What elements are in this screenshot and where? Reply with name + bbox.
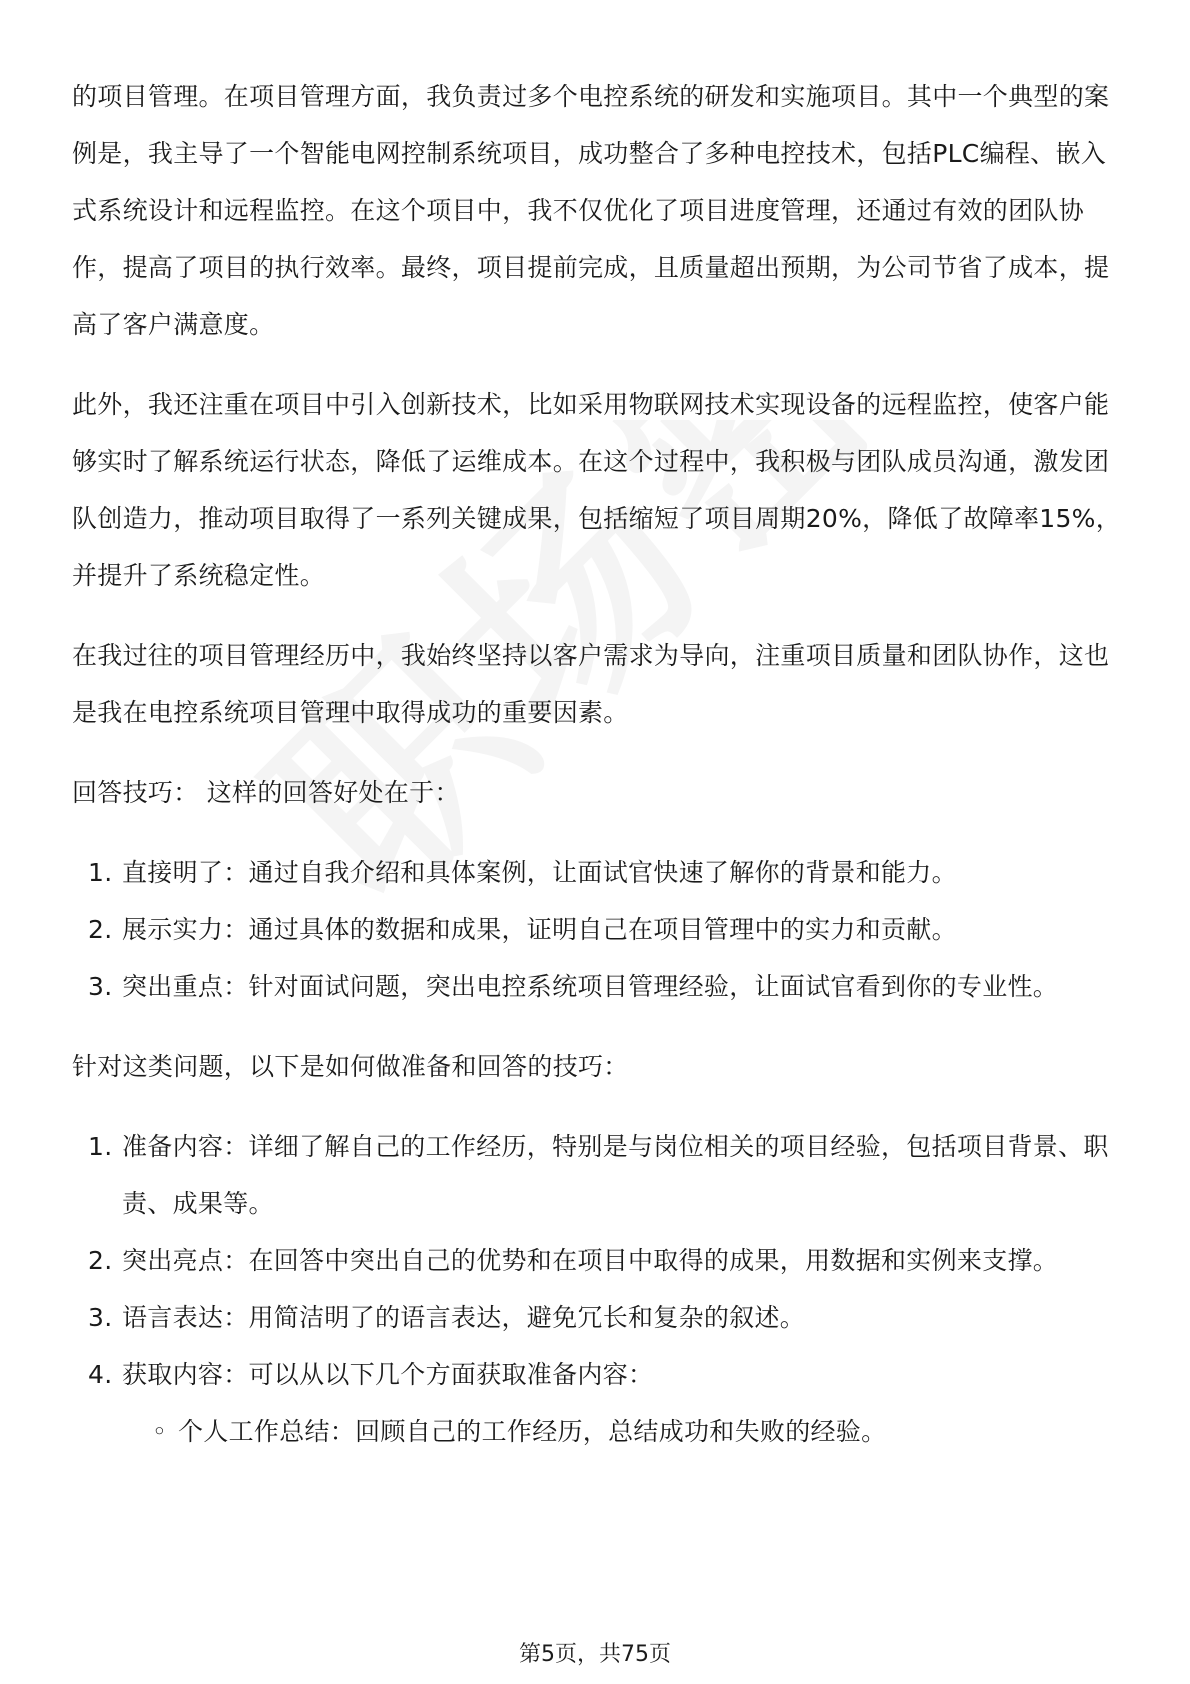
list-item-text: 语言表达：用简洁明了的语言表达，避免冗长和复杂的叙述。 bbox=[122, 1303, 806, 1332]
page-content bbox=[72, 68, 1122, 1483]
tips-heading: 回答技巧： 这样的回答好处在于： bbox=[72, 778, 460, 807]
page-footer: 第5页，共75页 bbox=[519, 1642, 671, 1667]
list-number: 4. bbox=[88, 1360, 113, 1389]
list-item-text: 直接明了：通过自我介绍和具体案例，让面试官快速了解你的背景和能力。 bbox=[122, 858, 957, 887]
list-item bbox=[72, 844, 1122, 901]
list-item-text: 准备内容：详细了解自己的工作经历，特别是与岗位相关的项目经验，包括项目背景、职责、成果等。 bbox=[122, 1132, 1109, 1218]
list-item bbox=[72, 958, 1122, 1015]
list-item bbox=[72, 1346, 1122, 1403]
list-item bbox=[72, 901, 1122, 958]
paragraph: 的项目管理。在项目管理方面，我负责过多个电控系统的研发和实施项目。其中一个典型的案例是，我主导了一个智能电网控制系统项目，成功整合了多种电控技术，包括PLC编程、嵌入式系统设计和远程监控。在这个项目中，我不仅优化了项目进度管理，还通过有效的团队协作，提高了项目的执行效率。最终，项目提前完成，且质量超出预期，为公司节省了成本，提高了客户满意度。 bbox=[72, 82, 1110, 339]
hollow-bullet-icon: ◦ bbox=[152, 1417, 168, 1446]
list-item-text: 展示实力：通过具体的数据和成果，证明自己在项目管理中的实力和贡献。 bbox=[122, 915, 957, 944]
list-number: 1. bbox=[88, 1132, 113, 1161]
list-number: 2. bbox=[88, 915, 113, 944]
list-item bbox=[72, 1232, 1122, 1289]
list-number: 2. bbox=[88, 1246, 113, 1275]
list-number: 1. bbox=[88, 858, 113, 887]
list-item-text: 获取内容：可以从以下几个方面获取准备内容： bbox=[122, 1360, 654, 1389]
prep-heading: 针对这类问题，以下是如何做准备和回答的技巧： bbox=[72, 1052, 629, 1081]
tips-list bbox=[72, 844, 1122, 1015]
list-item bbox=[72, 1118, 1122, 1232]
paragraph: 此外，我还注重在项目中引入创新技术，比如采用物联网技术实现设备的远程监控，使客户能够实时了解系统运行状态，降低了运维成本。在这个过程中，我积极与团队成员沟通，激发团队创造力，推动项目取得了一系列关键成果，包括缩短了项目周期20%，降低了故障率15%，并提升了系统稳定性。 bbox=[72, 390, 1122, 590]
list-item-text: 突出亮点：在回答中突出自己的优势和在项目中取得的成果，用数据和实例来支撑。 bbox=[122, 1246, 1059, 1275]
prep-list bbox=[72, 1118, 1122, 1460]
list-number: 3. bbox=[88, 972, 113, 1001]
list-number: 3. bbox=[88, 1303, 113, 1332]
sub-list-item bbox=[72, 1403, 1122, 1460]
paragraph: 在我过往的项目管理经历中，我始终坚持以客户需求为导向，注重项目质量和团队协作，这也是我在电控系统项目管理中取得成功的重要因素。 bbox=[72, 641, 1110, 727]
list-item-text: 突出重点：针对面试问题，突出电控系统项目管理经验，让面试官看到你的专业性。 bbox=[122, 972, 1059, 1001]
sub-list-item-text: 个人工作总结：回顾自己的工作经历，总结成功和失败的经验。 bbox=[178, 1417, 887, 1446]
list-item bbox=[72, 1289, 1122, 1346]
